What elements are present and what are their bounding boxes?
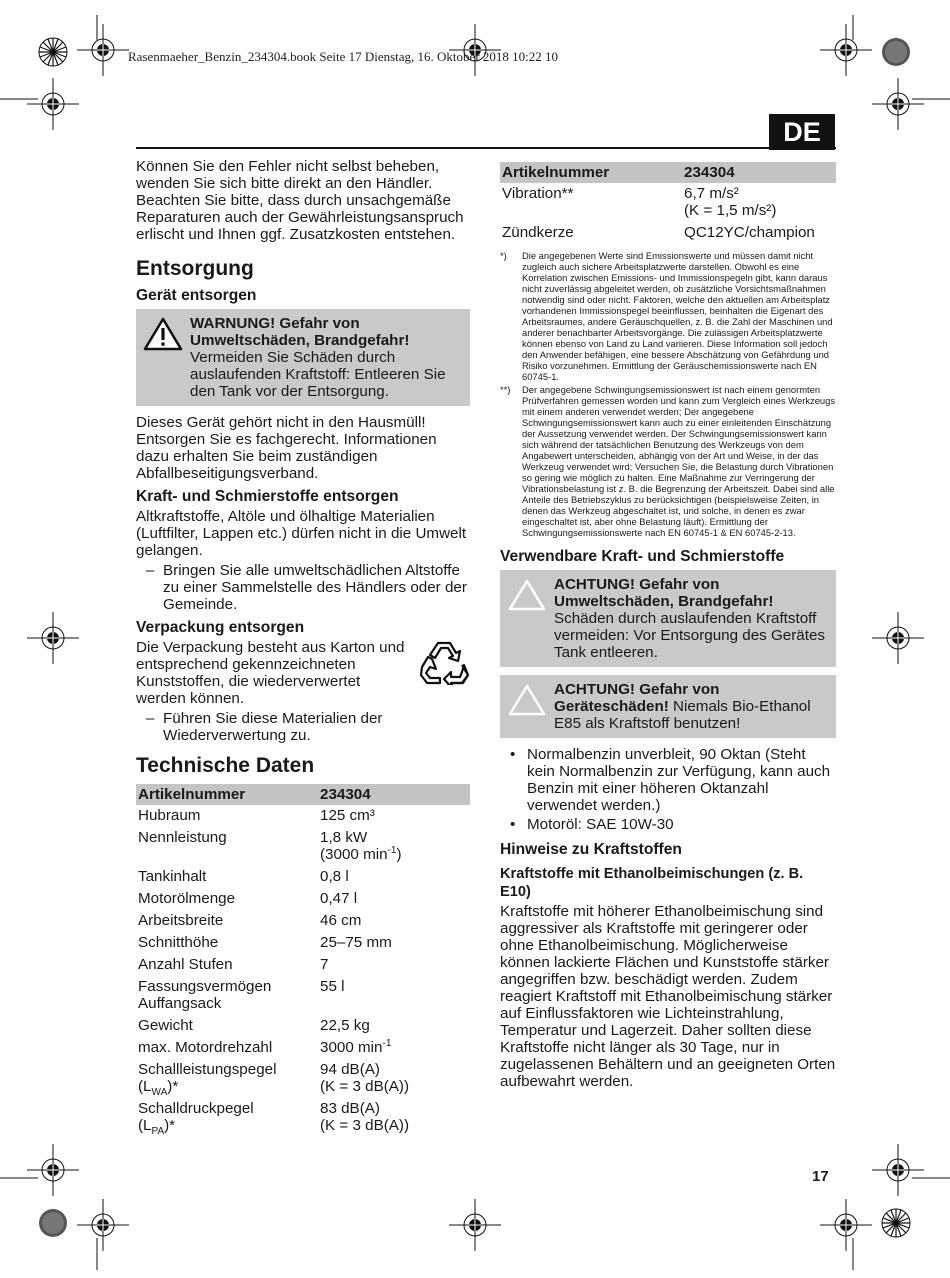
table-row xyxy=(136,827,470,866)
spec-value: QC12YC/champion xyxy=(684,224,815,241)
heading-kraftstoffe-entsorgen: Kraft- und Schmierstoffe entsorgen xyxy=(136,488,399,505)
list-item-text: Führen Sie diese Materialien der Wiederverwertung zu. xyxy=(163,710,383,744)
list-item xyxy=(146,710,470,744)
footnote-text: Der angegebene Schwingungsemissionswert ist nach einem genormten Prüfverfahren gemessen worden und kann zum Vergleich eines Werkzeugs mit einem anderen verwendet werden; Der angegebene Schwingungsemissionswert kann auch zu einer einleitenden Einschätzung der Aussetzung verwendet werden. Der Schwingungsemissionswert kann sich während der tatsächlichen Benutzung des Werkzeugs von dem Angabewert unterscheiden, abhängig von der Art und Weise, in der das Werkzeug verwendet wird; Versuchen Sie, die Belastung durch Vibrationen so gering wie möglich zu halten. Eine Maßnahme zur Verringerung der Vibrationsbelastung ist z. B. die Begrenzung der Arbeitszeit. Dabei sind alle Anteile des Betriebszyklus zu berücksichtigen (beispielsweise Zeiten, in denen das Werkzeug abgeschaltet ist, und solche, in denen es zwar eingeschaltet ist, aber ohne Belastung läuft). Ermittlung der Schwingungsemissionswerte nach EN 60745-1 & EN 60745-2-13. xyxy=(522,384,836,538)
warning-title: WARNUNG! Gefahr von Umweltschäden, Brandgefahr! xyxy=(190,315,410,349)
caution-triangle-icon xyxy=(500,576,554,661)
footnote-text: Die angegebenen Werte sind Emissionswerte und müssen damit nicht zugleich auch sichere Arbeitsplatzwerte darstellen. Obwohl es eine Korrelation zwischen Emissions- und Immissionspegeln gibt, kann daraus nicht zuverlässig abgeleitet werden, ob zusätzliche Vorsichtsmaßnahmen notwendig sind oder nicht. Faktoren, welche den aktuellen am Arbeitsplatz vorhandenen Immissionspegel beeinflussen, beinhalten die Eigenart des Arbeitsraumes, andere Geräuschquellen, z. B. die Zahl der Maschinen und anderer benachbarter Arbeitsvorgänge. Die zulässigen Arbeitsplatzwerte können ebenso von Land zu Land variieren. Diese Information soll jedoch den Anwender befähigen, eine bessere Abschätzung von Gefährdung und Risiko vorzunehmen. Ermittlung der Geräuschemissionswerte nach EN 60745-1. xyxy=(522,250,833,382)
spec-key: Hubraum xyxy=(138,807,201,824)
spec-table-continued xyxy=(500,162,836,244)
list-item xyxy=(510,816,836,833)
spec-value: 3000 $\min^{-1}$ xyxy=(320,1037,392,1056)
geraet-paragraph: Dieses Gerät gehört nicht in den Hausmüll! Entsorgen Sie es fachgerecht. Informationen dazu erhalten Sie beim zuständigen Abfallbeseitigungsverband. xyxy=(136,414,437,482)
caution-triangle-icon xyxy=(500,681,554,732)
spec-value: 1,8 kW (3000 $\min^{-1}$) xyxy=(320,829,402,863)
spec-key: Zündkerze xyxy=(502,224,574,241)
spec-header-value: 234304 xyxy=(682,162,836,183)
footnote-mark: *) xyxy=(500,250,507,261)
spec-value: 125 cm³ xyxy=(320,807,375,824)
list-item xyxy=(146,562,470,613)
spec-key: Arbeitsbreite xyxy=(138,912,224,929)
page-number: 17 xyxy=(812,1168,829,1185)
table-row xyxy=(136,888,470,910)
list-item xyxy=(510,746,836,814)
caution-text: Niemals Bio-Ethanol E85 als Kraftstoff benutzen! xyxy=(554,698,811,732)
footnote-mark: **) xyxy=(500,384,511,395)
kraftstoffe-paragraph: Altkraftstoffe, Altöle und ölhaltige Materialien (Luftfilter, Lappen etc.) dürfen nicht in die Umwelt gelangen. xyxy=(136,508,467,559)
table-row xyxy=(136,805,470,827)
spec-header-row xyxy=(136,784,470,805)
intro-paragraph: Können Sie den Fehler nicht selbst beheben, wenden Sie sich bitte direkt an den Händler. Beachten Sie bitte, dass durch unsachgemäße Reparaturen auch der Gewährleistungsanspruch erlischt und Ihnen ggf. Zusatzkosten entstehen. xyxy=(136,158,464,243)
table-row xyxy=(136,1037,470,1059)
spec-value: 22,5 kg xyxy=(320,1017,370,1034)
spec-key: Schalldruckpegel $(L_{PA})*$ xyxy=(138,1100,254,1138)
table-row xyxy=(500,222,836,244)
footnote xyxy=(500,250,836,382)
spec-value: 6,7 m/s² (K = 1,5 m/s²) xyxy=(684,185,777,219)
spec-key: Anzahl Stufen xyxy=(138,956,233,973)
spec-value: 7 xyxy=(320,956,329,973)
caution-title: ACHTUNG! Gefahr von Umweltschäden, Brandgefahr! xyxy=(554,576,774,610)
spec-key: max. Motordrehzahl xyxy=(138,1039,273,1056)
right-column xyxy=(500,162,836,1090)
spec-key: Fassungsvermögen Auffangsack xyxy=(138,978,272,1012)
table-row xyxy=(136,1059,470,1098)
table-row xyxy=(136,1015,470,1037)
ethanol-paragraph: Kraftstoffe mit höherer Ethanolbeimischung sind aggressiver als Kraftstoffe mit geringerer oder ohne Ethanolbeimischung. Möglicherweise können lackierte Flächen und Kunststoffe stärker angegriffen bzw. beschädigt werden. Zudem reagiert Kraftstoff mit Ethanolbeimischung stärker auf Einflussfaktoren wie Lichteinstrahlung, Temperatur und Lagerzeit. Daher sollten diese Kraftstoffe nicht länger als 30 Tage, nur in zugelassenen Behältern und an geeigneten Orten aufbewahrt werden. xyxy=(500,903,836,1090)
heading-verwendbare-kraftstoffe: Verwendbare Kraft- und Schmierstoffe xyxy=(500,548,785,565)
spec-key: Nennleistung xyxy=(138,829,227,846)
spec-value: 0,47 l xyxy=(320,890,358,907)
spec-key: Schnitthöhe xyxy=(138,934,219,951)
heading-entsorgung: Entsorgung xyxy=(136,257,254,280)
recycling-icon xyxy=(418,639,470,690)
caution-box-environment xyxy=(500,570,836,667)
heading-geraet-entsorgen: Gerät entsorgen xyxy=(136,287,257,304)
list-item-text: Normalbenzin unverbleit, 90 Oktan (Steht kein Normalbenzin zur Verfügung, kann auch Benzin mit einer höheren Oktanzahl verwendet werden.) xyxy=(527,746,831,814)
warning-triangle-icon xyxy=(136,315,190,400)
left-column xyxy=(136,158,470,1137)
bullet-mark: • xyxy=(510,816,516,833)
table-row xyxy=(136,976,470,1015)
print-slug: Rasenmaeher_Benzin_234304.book Seite 17 Dienstag, 16. Oktober 2018 10:22 10 xyxy=(128,49,559,64)
spec-value: 83 dB(A) (K = 3 dB(A)) xyxy=(320,1100,410,1134)
footnote xyxy=(500,384,836,538)
table-row xyxy=(136,932,470,954)
spec-value: 46 cm xyxy=(320,912,362,929)
dash-mark: – xyxy=(146,710,155,727)
caution-text: Schäden durch auslaufenden Kraftstoff vermeiden: Vor Entsorgung des Gerätes Tank entleeren. xyxy=(554,610,825,661)
table-row xyxy=(136,866,470,888)
warning-text: Vermeiden Sie Schäden durch auslaufenden Kraftstoff: Entleeren Sie den Tank vor der Entsorgung. xyxy=(190,349,446,400)
list-item-text: Bringen Sie alle umweltschädlichen Altstoffe zu einer Sammelstelle des Händlers oder der Gemeinde. xyxy=(163,562,467,613)
spec-key: Gewicht xyxy=(138,1017,193,1034)
spec-header-value: 234304 xyxy=(318,784,470,805)
language-tab: DE xyxy=(769,114,835,150)
list-item-text: Motoröl: SAE 10W-30 xyxy=(527,816,674,833)
spec-key: Schallleistungspegel $(L_{WA})*$ xyxy=(138,1061,277,1099)
spec-header-row xyxy=(500,162,836,183)
bullet-mark: • xyxy=(510,746,516,763)
spec-header-key: Artikelnummer xyxy=(136,784,318,805)
spec-header-key: Artikelnummer xyxy=(500,162,682,183)
dash-mark: – xyxy=(146,562,155,579)
heading-hinweise-kraftstoffe: Hinweise zu Kraftstoffen xyxy=(500,841,682,858)
heading-verpackung-entsorgen: Verpackung entsorgen xyxy=(136,619,305,636)
spec-value: 25–75 mm xyxy=(320,934,392,951)
spec-value: 55 l xyxy=(320,978,345,995)
spec-value: 0,8 l xyxy=(320,868,349,885)
verpackung-paragraph: Die Verpackung besteht aus Karton und entsprechend gekennzeichneten Kunststoffen, die wiederverwertet werden können. xyxy=(136,639,405,707)
table-row xyxy=(136,954,470,976)
caution-title: ACHTUNG! Gefahr von Geräteschäden! xyxy=(554,681,720,715)
spec-key: Tankinhalt xyxy=(138,868,207,885)
caution-box-device xyxy=(500,675,836,738)
spec-key: Vibration** xyxy=(502,185,574,202)
table-row xyxy=(136,1098,470,1137)
spec-value: 94 dB(A) (K = 3 dB(A)) xyxy=(320,1061,410,1095)
header-rule xyxy=(136,147,836,149)
heading-ethanol: Kraftstoffe mit Ethanolbeimischungen (z. B. E10) xyxy=(500,866,804,900)
heading-technische-daten: Technische Daten xyxy=(136,754,315,777)
spec-table xyxy=(136,784,470,1137)
warning-box-environment xyxy=(136,309,470,406)
spec-key: Motorölmenge xyxy=(138,890,236,907)
table-row xyxy=(500,183,836,222)
table-row xyxy=(136,910,470,932)
